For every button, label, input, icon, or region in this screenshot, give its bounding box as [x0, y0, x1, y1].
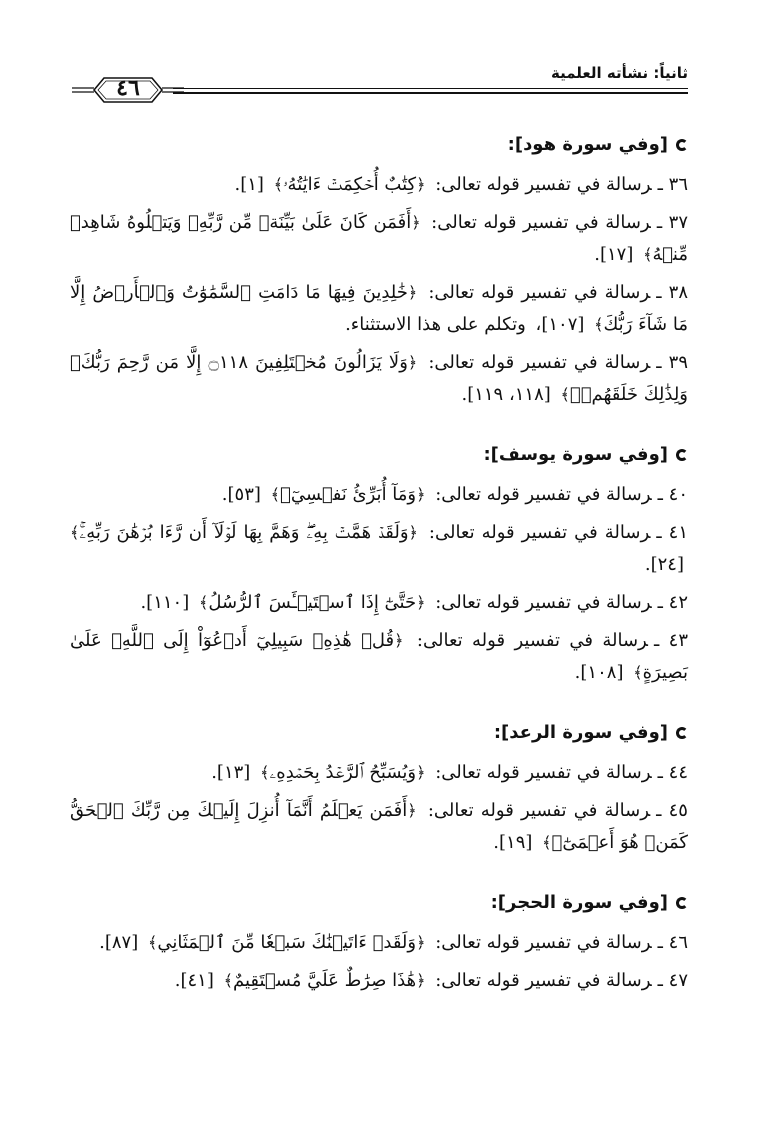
verse-reference: [٨٧]. — [99, 932, 139, 953]
item-number: ٤٠ ـ — [657, 484, 688, 505]
list-item: ٤٢ ـرسالة في تفسير قوله تعالى: ﴿حَتَّىٰٓ إِذَا ٱسۡتَيۡـَٔسَ ٱلرُّسُلُ﴾ [١١٠]. — [140, 592, 688, 613]
item-intro: رسالة في تفسير قوله تعالى: — [416, 630, 648, 651]
list-item: ٣٧ ـرسالة في تفسير قوله تعالى: ﴿أَفَمَن كَانَ عَلَىٰ بَيِّنَةٖ مِّن رَّبِّهِۦ وَيَتۡلُوهُ شَاهِدٞ مِّنۡهُ﴾ [١٧]. — [70, 212, 688, 265]
section-heading-text: [وفي سورة الحجر]: — [490, 892, 668, 913]
section-heading-text: [وفي سورة يوسف]: — [483, 444, 668, 465]
section-bullet-icon — [676, 139, 688, 151]
verse-reference: [٥٣]. — [221, 484, 261, 505]
surah-section — [70, 713, 688, 859]
surah-section — [70, 125, 688, 411]
item-number: ٤٥ ـ — [656, 800, 688, 821]
item-intro: رسالة في تفسير قوله تعالى: — [435, 762, 652, 783]
item-note: وتكلم على هذا الاستثناء. — [345, 314, 526, 335]
list-item: ٣٩ ـرسالة في تفسير قوله تعالى: ﴿وَلَا يَزَالُونَ مُخۡتَلِفِينَ ۝١١٨ إِلَّا مَن رَّحِمَ رَبُّكَۚ وَلِذَٰلِكَ خَلَقَهُمۡۗ﴾ [١١٨، ١١٩]. — [70, 352, 688, 405]
item-number: ٤٤ ـ — [657, 762, 688, 783]
item-intro: رسالة في تفسير قوله تعالى: — [435, 970, 652, 991]
item-intro: رسالة في تفسير قوله تعالى: — [435, 932, 652, 953]
list-item: ٤٧ ـرسالة في تفسير قوله تعالى: ﴿هَٰذَا صِرَٰطٌ عَلَيَّ مُسۡتَقِيمٌ﴾ [٤١]. — [174, 970, 688, 991]
surah-section — [70, 435, 688, 689]
list-item: ٤٤ ـرسالة في تفسير قوله تعالى: ﴿وَيُسَبِّحُ ٱلرَّعۡدُ بِحَمۡدِهِۦ﴾ [١٣]. — [211, 762, 688, 783]
item-number: ٣٦ ـ — [657, 174, 688, 195]
quran-verse: أَفَمَن يَعۡلَمُ أَنَّمَآ أُنزِلَ إِلَيۡكَ مِن رَّبِّكَ ٱلۡحَقُّ كَمَنۡ هُوَ أَعۡمَىٰٓۚ — [70, 800, 688, 853]
section-bullet-icon — [676, 727, 688, 739]
item-number: ٤٧ ـ — [657, 970, 688, 991]
quran-verse: قُلۡ هَٰذِهِۦ سَبِيلِيٓ أَدۡعُوٓاْ إِلَى ٱللَّهِۚ عَلَىٰ بَصِيرَةٍ — [70, 630, 688, 683]
list-item: ٤١ ـرسالة في تفسير قوله تعالى: ﴿وَلَقَدۡ هَمَّتۡ بِهِۦۖ وَهَمَّ بِهَا لَوۡلَآ أَن رَّءَا بُرۡهَٰنَ رَبِّهِۦۚ﴾ [٢٤]. — [70, 522, 688, 575]
item-number: ٤٦ ـ — [657, 932, 688, 953]
item-intro: رسالة في تفسير قوله تعالى: — [431, 212, 651, 233]
verse-reference: [١٠٧]، — [535, 314, 585, 335]
verse-reference: [٤١]. — [174, 970, 214, 991]
item-number: ٤١ ـ — [656, 522, 688, 543]
item-intro: رسالة في تفسير قوله تعالى: — [435, 484, 652, 505]
section-heading — [70, 125, 688, 165]
quran-verse: كِتَٰبٌ أُحۡكِمَتۡ ءَايَٰتُهُۥ — [283, 174, 417, 195]
header-rule-thick — [173, 92, 688, 94]
list-item: ٤٠ ـرسالة في تفسير قوله تعالى: ﴿وَمَآ أُبَرِّئُ نَفۡسِيٓۚ﴾ [٥٣]. — [221, 484, 688, 505]
list-item: ٣٨ ـرسالة في تفسير قوله تعالى: ﴿خَٰلِدِينَ فِيهَا مَا دَامَتِ ٱلسَّمَٰوَٰتُ وَٱلۡأَرۡضُ إِلَّا مَا شَآءَ رَبُّكَ﴾ [١٠٧]، وتكلم على هذا الاستثناء. — [70, 282, 688, 335]
verse-reference: [١٠٨]. — [574, 662, 624, 683]
quran-verse: هَٰذَا صِرَٰطٌ عَلَيَّ مُسۡتَقِيمٌ — [232, 970, 417, 991]
page-number: ٤٦ — [116, 75, 140, 101]
list-item: ٣٦ ـرسالة في تفسير قوله تعالى: ﴿كِتَٰبٌ أُحۡكِمَتۡ ءَايَٰتُهُۥ﴾ [١]. — [234, 174, 688, 195]
section-bullet-icon — [676, 449, 688, 461]
item-intro: رسالة في تفسير قوله تعالى: — [427, 800, 651, 821]
header-rule-thin — [173, 88, 688, 89]
item-number: ٣٨ ـ — [656, 282, 688, 303]
surah-section — [70, 883, 688, 997]
section-heading-text: [وفي سورة هود]: — [507, 134, 668, 155]
list-item: ٤٥ ـرسالة في تفسير قوله تعالى: ﴿أَفَمَن يَعۡلَمُ أَنَّمَآ أُنزِلَ إِلَيۡكَ مِن رَّبِّكَ ٱلۡحَقُّ كَمَنۡ هُوَ أَعۡمَىٰٓۚ﴾ [١٩]. — [70, 800, 688, 853]
section-bullet-icon — [676, 897, 688, 909]
quran-verse: وَمَآ أُبَرِّئُ نَفۡسِيٓۚ — [280, 484, 417, 505]
page-header — [72, 58, 688, 108]
item-number: ٤٢ ـ — [657, 592, 688, 613]
verse-reference: [١٩]. — [493, 832, 533, 853]
list-item: ٤٦ ـرسالة في تفسير قوله تعالى: ﴿وَلَقَدۡ ءَاتَيۡنَٰكَ سَبۡعٗا مِّنَ ٱلۡمَثَانِي﴾ [٨٧]. — [99, 932, 688, 953]
page-number-ornament — [72, 72, 184, 108]
running-title: ثانياً: نشأته العلمية — [551, 64, 688, 82]
item-intro: رسالة في تفسير قوله تعالى: — [428, 282, 651, 303]
page-body — [70, 125, 688, 1003]
item-number: ٣٧ ـ — [656, 212, 688, 233]
quran-verse: وَلَقَدۡ هَمَّتۡ بِهِۦۖ وَهَمَّ بِهَا لَوۡلَآ أَن رَّءَا بُرۡهَٰنَ رَبِّهِۦۚ — [79, 522, 409, 543]
verse-reference: [١]. — [234, 174, 264, 195]
quran-verse: حَتَّىٰٓ إِذَا ٱسۡتَيۡـَٔسَ ٱلرُّسُلُ — [208, 592, 417, 613]
verse-reference: [١٧]. — [594, 244, 634, 265]
quran-verse: وَلَا يَزَالُونَ مُخۡتَلِفِينَ ۝١١٨ إِلَّا مَن رَّحِمَ رَبُّكَۚ وَلِذَٰلِكَ خَلَقَهُمۡۗ — [70, 352, 688, 405]
quran-verse: خَٰلِدِينَ فِيهَا مَا دَامَتِ ٱلسَّمَٰوَٰتُ وَٱلۡأَرۡضُ إِلَّا مَا شَآءَ رَبُّكَ — [70, 282, 688, 335]
verse-reference: [١١٨، ١١٩]. — [461, 384, 551, 405]
verse-reference: [١٣]. — [211, 762, 251, 783]
verse-reference: [١١٠]. — [140, 592, 190, 613]
item-number: ٤٣ ـ — [654, 630, 688, 651]
item-intro: رسالة في تفسير قوله تعالى: — [435, 174, 652, 195]
verse-reference: [٢٤]. — [644, 554, 684, 575]
section-heading — [70, 435, 688, 475]
section-heading-text: [وفي سورة الرعد]: — [493, 722, 668, 743]
item-number: ٣٩ ـ — [656, 352, 688, 373]
item-intro: رسالة في تفسير قوله تعالى: — [428, 522, 651, 543]
section-heading — [70, 883, 688, 923]
item-intro: رسالة في تفسير قوله تعالى: — [428, 352, 651, 373]
list-item: ٤٣ ـرسالة في تفسير قوله تعالى: ﴿قُلۡ هَٰذِهِۦ سَبِيلِيٓ أَدۡعُوٓاْ إِلَى ٱللَّهِۚ عَلَىٰ بَصِيرَةٍ﴾ [١٠٨]. — [70, 630, 688, 683]
quran-verse: وَيُسَبِّحُ ٱلرَّعۡدُ بِحَمۡدِهِۦ — [269, 762, 417, 783]
quran-verse: وَلَقَدۡ ءَاتَيۡنَٰكَ سَبۡعٗا مِّنَ ٱلۡمَثَانِي — [157, 932, 417, 953]
quran-verse: أَفَمَن كَانَ عَلَىٰ بَيِّنَةٖ مِّن رَّبِّهِۦ وَيَتۡلُوهُ شَاهِدٞ مِّنۡهُ — [70, 212, 688, 265]
section-heading — [70, 713, 688, 753]
item-intro: رسالة في تفسير قوله تعالى: — [435, 592, 652, 613]
